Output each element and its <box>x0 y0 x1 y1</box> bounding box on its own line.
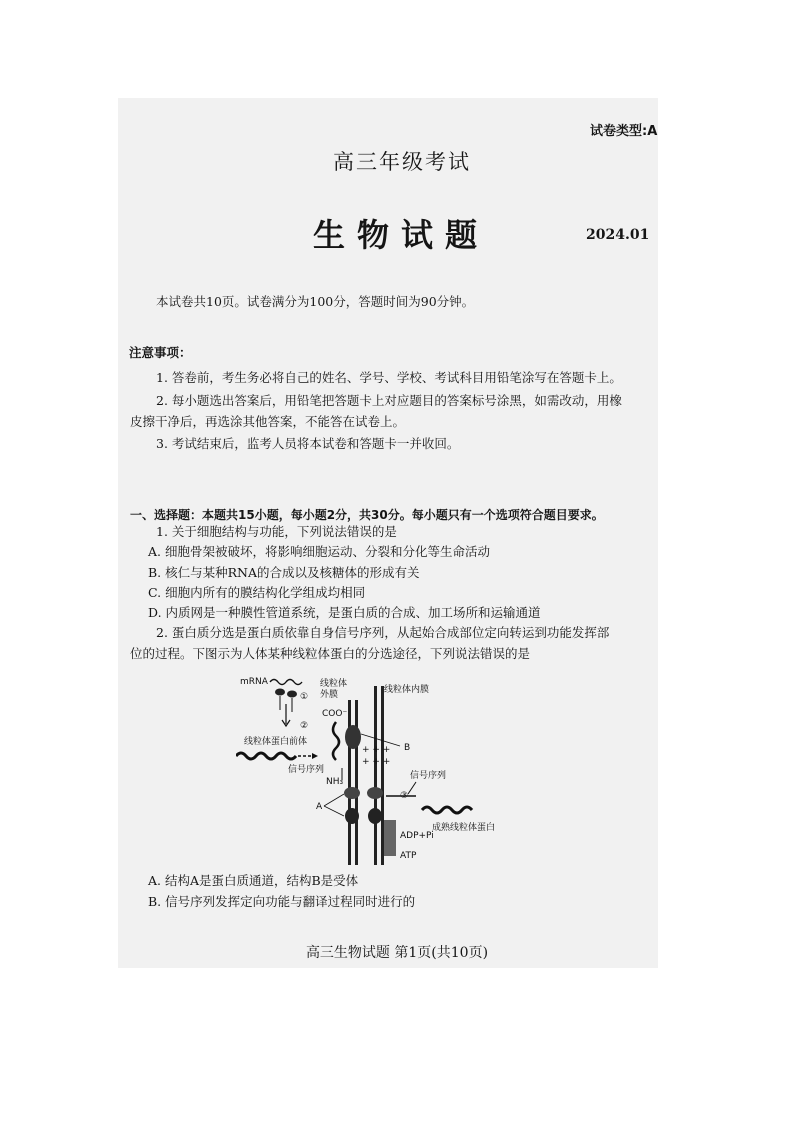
translocase-outer-shape <box>344 787 360 799</box>
q2-stem-line-2: 位的过程。下图示为人体某种线粒体蛋白的分选途径，下列说法错误的是 <box>130 646 531 661</box>
nh-label: NH₃ <box>326 777 344 787</box>
notice-heading: 注意事项： <box>129 345 192 360</box>
signal-seq-right-label: 信号序列 <box>410 771 447 781</box>
charge-marks: + + + <box>362 745 391 755</box>
imported-chain <box>333 722 339 760</box>
notice-item-2-line-1: 2. 每小题选出答案后，用铅笔把答题卡上对应题目的答案标号涂黑，如需改动，用橡 <box>156 393 622 408</box>
precursor-label: 线粒体蛋白前体 <box>244 737 308 747</box>
q1-option-c: C. 细胞内所有的膜结构化学组成均相同 <box>148 585 366 600</box>
signal-seq-right-pointer <box>408 782 416 794</box>
intro-text: 本试卷共10页。试卷满分为100分，答题时间为90分钟。 <box>156 294 475 309</box>
q2-stem-line-1: 2. 蛋白质分选是蛋白质依靠自身信号序列，从起始合成部位定向转运到功能发挥部 <box>156 625 610 640</box>
label-b: B <box>404 743 411 753</box>
adp-label: ADP+Pi <box>400 831 434 841</box>
atp-pump-shape <box>384 820 396 856</box>
mature-protein-chain <box>422 807 472 813</box>
mature-protein-label: 成熟线粒体蛋白 <box>432 823 496 833</box>
paper-type-label: 试卷类型:A <box>590 124 658 139</box>
precursor-protein <box>236 753 296 759</box>
coo-label: COO⁻ <box>322 709 348 719</box>
notice-item-3: 3. 考试结束后，监考人员将本试卷和答题卡一并收回。 <box>156 436 460 451</box>
ribosome-2 <box>287 691 297 698</box>
inner-membrane-label: 线粒体内膜 <box>384 685 430 695</box>
mrna-label: mRNA <box>240 677 268 687</box>
receptor-b-shape <box>345 725 361 749</box>
signal-seq-left-label: 信号序列 <box>288 765 325 775</box>
inner-membrane-line-2 <box>381 686 384 865</box>
step-3-label: ③ <box>400 791 409 801</box>
q1-option-a: A. 细胞骨架被破坏，将影响细胞运动、分裂和分化等生命活动 <box>148 544 490 559</box>
notice-item-2-line-2: 皮擦干净后，再选涂其他答案，不能答在试卷上。 <box>130 414 406 429</box>
section-1-heading: 一、选择题：本题共15小题，每小题2分，共30分。每小题只有一个选项符合题目要求。 <box>130 508 604 522</box>
outer-membrane-line-1 <box>348 700 351 865</box>
label-a: A <box>316 802 323 812</box>
exam-title: 生物试题 <box>312 216 489 254</box>
step-1-label: ① <box>300 692 309 702</box>
step-2-label: ② <box>300 721 309 731</box>
q1-stem: 1. 关于细胞结构与功能，下列说法错误的是 <box>156 524 397 539</box>
outer-membrane-line-2 <box>355 700 358 865</box>
q1-option-d: D. 内质网是一种膜性管道系统，是蛋白质的合成、加工场所和运输通道 <box>148 605 541 620</box>
a-pointers <box>324 794 344 816</box>
ribosome-1 <box>275 689 285 696</box>
translocase-lower-1 <box>345 808 359 824</box>
inner-membrane-line-1 <box>374 686 377 865</box>
mitochondrial-protein-sorting-diagram <box>236 672 566 867</box>
outer-membrane-label-1: 线粒体 <box>320 679 348 689</box>
signal-arrow-head <box>312 753 318 759</box>
outer-membrane-label-2: 外膜 <box>320 690 339 700</box>
grade-line: 高三年级考试 <box>333 150 471 174</box>
q1-option-b: B. 核仁与某种RNA的合成以及核糖体的形成有关 <box>148 565 420 580</box>
exam-date: 2024.01 <box>586 227 650 243</box>
q2-option-a: A. 结构A是蛋白质通道，结构B是受体 <box>148 873 359 888</box>
mrna-strand <box>270 680 302 685</box>
q2-option-b: B. 信号序列发挥定向功能与翻译过程同时进行的 <box>148 894 416 909</box>
translocase-inner-shape <box>367 787 383 799</box>
atp-label: ATP <box>400 851 417 861</box>
translocase-lower-2 <box>368 808 382 824</box>
charge-marks-2: + + + <box>362 757 391 767</box>
page-footer: 高三生物试题 第1页(共10页) <box>305 945 489 961</box>
notice-item-1: 1. 答卷前，考生务必将自己的姓名、学号、学校、考试科目用铅笔涂写在答题卡上。 <box>156 370 622 385</box>
